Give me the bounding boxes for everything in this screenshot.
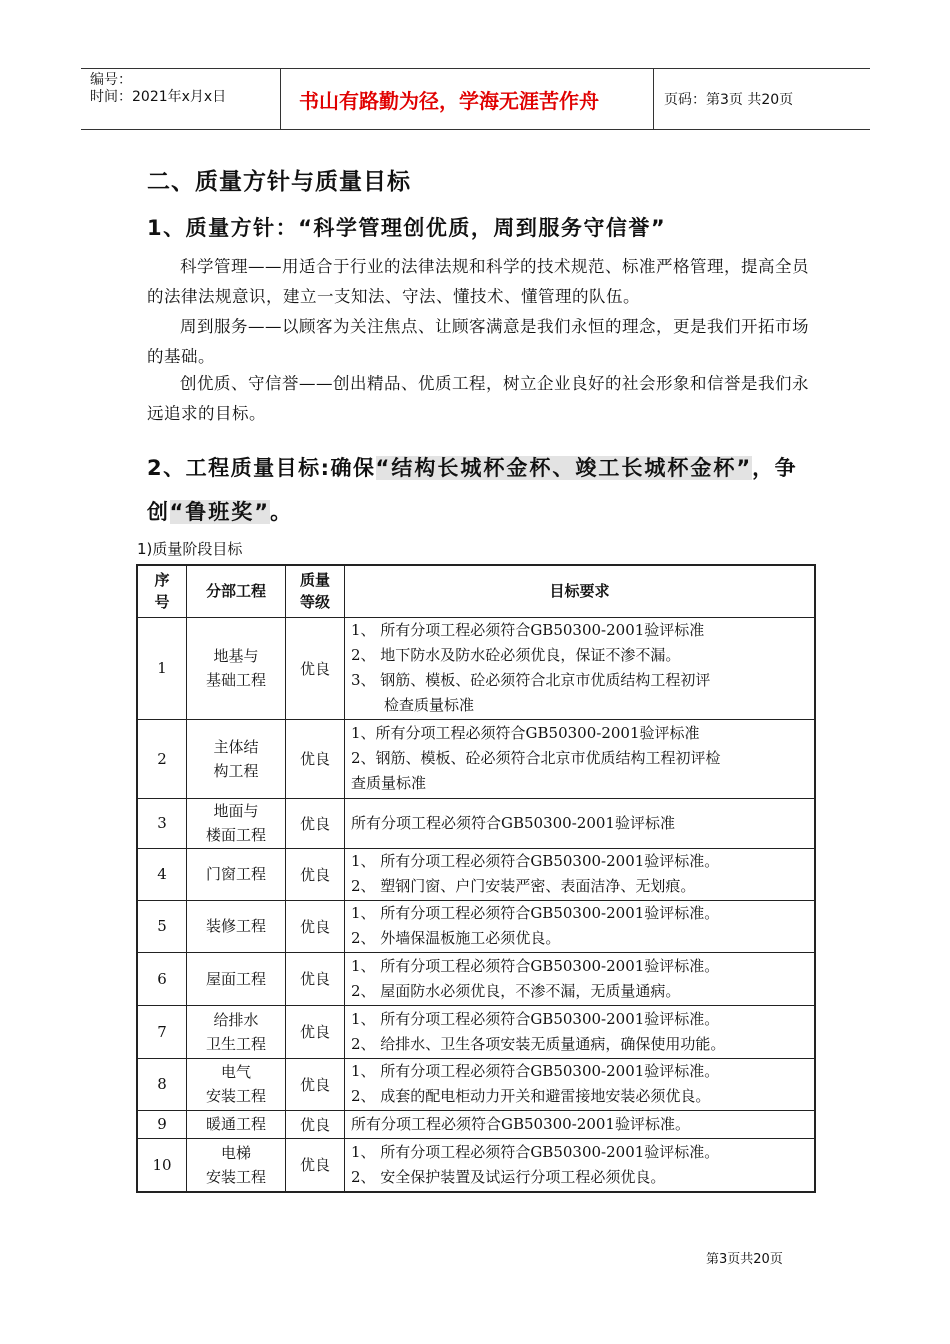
requirement-line: 2、 屋面防水必须优良，不渗不漏，无质量通病。 bbox=[351, 981, 681, 1000]
row-part bbox=[187, 952, 286, 1005]
goal-prefix: 2、工程质量目标:确保 bbox=[147, 456, 376, 480]
requirement-line: 1、 所有分项工程必须符合GB50300-2001验评标准。 bbox=[351, 852, 720, 870]
row-requirement bbox=[345, 1110, 816, 1138]
page-footer: 第3页共20页 bbox=[706, 1252, 783, 1267]
goal-highlight-luban: “鲁班奖” bbox=[169, 500, 271, 524]
row-requirement bbox=[345, 798, 816, 848]
part-line: 基础工程 bbox=[205, 671, 266, 689]
requirement-line: 2、 外墙保温板施工必须优良。 bbox=[351, 929, 561, 947]
row-requirement bbox=[345, 1138, 816, 1192]
header-requirement: 目标要求 bbox=[345, 565, 816, 617]
table-row bbox=[137, 1058, 815, 1110]
table-caption: 1)质量阶段目标 bbox=[137, 540, 243, 558]
requirement-line: 2、 给排水、卫生各项安装无质量通病，确保使用功能。 bbox=[351, 1034, 726, 1053]
row-number: 2 bbox=[137, 719, 187, 798]
part-line: 地面与 bbox=[213, 802, 259, 820]
row-part bbox=[187, 719, 286, 798]
requirement-line: 查质量标准 bbox=[351, 774, 427, 792]
header-page-number: 页码：第3页 共20页 bbox=[664, 92, 794, 108]
part-line: 地基与 bbox=[213, 647, 259, 665]
table-row bbox=[137, 617, 815, 719]
row-requirement bbox=[345, 1058, 816, 1110]
row-requirement bbox=[345, 900, 816, 952]
requirement-line: 1、 所有分项工程必须符合GB50300-2001验评标准。 bbox=[351, 1009, 720, 1028]
header-meta bbox=[81, 69, 281, 129]
requirement-line: 1、 所有分项工程必须符合GB50300-2001验评标准。 bbox=[351, 904, 720, 922]
row-requirement bbox=[345, 848, 816, 900]
row-part bbox=[187, 1110, 286, 1138]
part-line: 楼面工程 bbox=[205, 826, 266, 844]
requirement-line: 1、所有分项工程必须符合GB50300-2001验评标准 bbox=[351, 724, 700, 742]
table-row bbox=[137, 848, 815, 900]
row-number: 10 bbox=[137, 1138, 187, 1192]
part-line: 卫生工程 bbox=[205, 1034, 266, 1053]
part-line: 电气 bbox=[220, 1063, 251, 1081]
header-grade: 质量等级 bbox=[286, 565, 345, 617]
part-line: 安装工程 bbox=[205, 1167, 266, 1186]
page-header bbox=[81, 68, 870, 130]
goal-suffix: 。 bbox=[270, 500, 293, 524]
part-line: 装修工程 bbox=[205, 917, 266, 935]
serial-label: 编号： bbox=[90, 72, 132, 88]
table-row bbox=[137, 1005, 815, 1058]
row-grade: 优良 bbox=[286, 1138, 345, 1192]
policy-title: 1、质量方针：“科学管理创优质，周到服务守信誉” bbox=[147, 216, 667, 240]
time-label: 时间：2021年x月x日 bbox=[90, 89, 227, 105]
requirement-line: 1、 所有分项工程必须符合GB50300-2001验评标准。 bbox=[351, 1142, 720, 1161]
row-number: 8 bbox=[137, 1058, 187, 1110]
part-line: 电梯 bbox=[220, 1143, 251, 1162]
row-grade: 优良 bbox=[286, 1005, 345, 1058]
part-line: 暖通工程 bbox=[205, 1115, 266, 1133]
table-row bbox=[137, 1110, 815, 1138]
requirement-line: 所有分项工程必须符合GB50300-2001验评标准。 bbox=[351, 1114, 690, 1133]
goal-highlight-changcheng: “结构长城杯金杯、竣工长城杯金杯” bbox=[375, 456, 753, 480]
requirement-line: 检查质量标准 bbox=[384, 696, 475, 714]
row-part bbox=[187, 1138, 286, 1192]
row-part bbox=[187, 1005, 286, 1058]
goal-title bbox=[147, 446, 827, 534]
requirement-line: 所有分项工程必须符合GB50300-2001验评标准 bbox=[351, 813, 675, 832]
row-number: 4 bbox=[137, 848, 187, 900]
requirement-line: 1、 所有分项工程必须符合GB50300-2001验评标准。 bbox=[351, 956, 720, 975]
requirement-line: 3、 钢筋、模板、砼必须符合北京市优质结构工程初评 bbox=[351, 671, 711, 689]
row-grade: 优良 bbox=[286, 848, 345, 900]
row-grade: 优良 bbox=[286, 798, 345, 848]
row-grade: 优良 bbox=[286, 952, 345, 1005]
row-number: 5 bbox=[137, 900, 187, 952]
table-row bbox=[137, 1138, 815, 1192]
row-requirement bbox=[345, 617, 816, 719]
policy-paragraph-1: 科学管理——用适合于行业的法律法规和科学的技术规范、标准严格管理，提高全员的法律法规意识，建立一支知法、守法、懂技术、懂管理的队伍。 bbox=[147, 257, 809, 306]
row-requirement bbox=[345, 719, 816, 798]
row-requirement bbox=[345, 1005, 816, 1058]
row-grade: 优良 bbox=[286, 900, 345, 952]
requirement-line: 2、 成套的配电柜动力开关和避雷接地安装必须优良。 bbox=[351, 1087, 711, 1105]
requirement-line: 2、 塑钢门窗、户门安装严密、表面洁净、无划痕。 bbox=[351, 877, 696, 895]
part-line: 安装工程 bbox=[205, 1087, 266, 1105]
table-row bbox=[137, 952, 815, 1005]
row-number: 9 bbox=[137, 1110, 187, 1138]
requirement-line: 2、钢筋、模板、砼必须符合北京市优质结构工程初评检 bbox=[351, 749, 721, 767]
row-number: 3 bbox=[137, 798, 187, 848]
table-row bbox=[137, 900, 815, 952]
header-motto: 书山有路勤为径，学海无涯苦作舟 bbox=[281, 69, 654, 129]
section-title: 二、质量方针与质量目标 bbox=[147, 169, 411, 195]
table-body bbox=[137, 617, 815, 1192]
row-requirement bbox=[345, 952, 816, 1005]
requirement-line: 2、 地下防水及防水砼必须优良，保证不渗不漏。 bbox=[351, 646, 681, 664]
row-number: 1 bbox=[137, 617, 187, 719]
row-part bbox=[187, 617, 286, 719]
quality-goals-table bbox=[136, 564, 816, 1193]
goal-middle: ，争创 bbox=[147, 456, 798, 524]
row-grade: 优良 bbox=[286, 1110, 345, 1138]
part-line: 构工程 bbox=[213, 761, 259, 780]
header-no: 序号 bbox=[137, 565, 187, 617]
header-part: 分部工程 bbox=[187, 565, 286, 617]
policy-paragraph-3: 创优质、守信誉——创出精品、优质工程，树立企业良好的社会形象和信誉是我们永远追求的目标。 bbox=[147, 374, 809, 423]
row-part bbox=[187, 798, 286, 848]
part-line: 门窗工程 bbox=[205, 865, 266, 883]
table-row bbox=[137, 798, 815, 848]
part-line: 主体结 bbox=[213, 737, 259, 756]
table-header-row bbox=[137, 565, 815, 617]
row-part bbox=[187, 848, 286, 900]
part-line: 给排水 bbox=[213, 1010, 259, 1029]
part-line: 屋面工程 bbox=[205, 969, 266, 988]
row-grade: 优良 bbox=[286, 719, 345, 798]
row-part bbox=[187, 1058, 286, 1110]
policy-paragraph-2: 周到服务——以顾客为关注焦点、让顾客满意是我们永恒的理念，更是我们开拓市场的基础。 bbox=[147, 317, 809, 366]
row-grade: 优良 bbox=[286, 1058, 345, 1110]
requirement-line: 1、 所有分项工程必须符合GB50300-2001验评标准。 bbox=[351, 1062, 720, 1080]
row-part bbox=[187, 900, 286, 952]
table-row bbox=[137, 719, 815, 798]
requirement-line: 2、 安全保护装置及试运行分项工程必须优良。 bbox=[351, 1167, 666, 1186]
row-number: 7 bbox=[137, 1005, 187, 1058]
row-number: 6 bbox=[137, 952, 187, 1005]
requirement-line: 1、 所有分项工程必须符合GB50300-2001验评标准 bbox=[351, 621, 705, 639]
row-grade: 优良 bbox=[286, 617, 345, 719]
